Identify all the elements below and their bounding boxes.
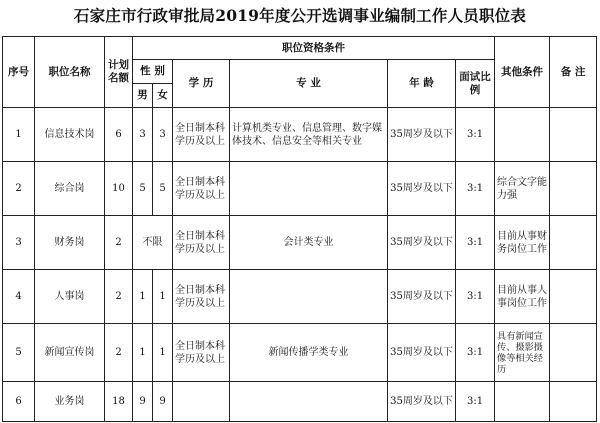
table-row [3,108,597,162]
cell-education [173,382,230,422]
cell-remark [550,324,597,382]
cell-age: 35周岁及以下 [388,216,456,270]
cell-remark [550,162,597,216]
cell-ratio: 3:1 [456,108,495,162]
cell-major: 计算机类专业、信息管理、数字媒体技术、信息安全等相关专业 [230,108,388,162]
cell-education: 全日制本科学历及以上 [173,162,230,216]
cell-ratio: 3:1 [456,216,495,270]
cell-education: 全日制本科学历及以上 [173,216,230,270]
cell-male: 1 [133,270,153,324]
cell-remark [550,270,597,324]
cell-age: 35周岁及以下 [388,270,456,324]
page-title: 石家庄市行政审批局2019年度公开选调事业编制工作人员职位表 [73,6,527,25]
cell-remark [550,216,597,270]
cell-position: 新闻宣传岗 [35,324,105,382]
header-ratio: 面试比例 [456,60,495,108]
cell-seq: 2 [3,162,35,216]
cell-ratio: 3:1 [456,324,495,382]
cell-remark [550,108,597,162]
cell-male: 1 [133,324,153,382]
header-gender: 性 别 [133,60,173,84]
cell-seq: 4 [3,270,35,324]
cell-other: 目前从事人事岗位工作 [495,270,550,324]
cell-other: 具有新闻宣传、摄影摄像等相关经历 [495,324,550,382]
cell-quota: 2 [105,324,133,382]
cell-quota: 18 [105,382,133,422]
cell-age: 35周岁及以下 [388,382,456,422]
cell-male: 5 [133,162,153,216]
cell-male: 9 [133,382,153,422]
cell-position: 业务岗 [35,382,105,422]
cell-seq: 5 [3,324,35,382]
cell-other [495,382,550,422]
cell-major [230,162,388,216]
cell-education: 全日制本科学历及以上 [173,108,230,162]
header-row-1 [3,37,597,60]
header-seq: 序号 [3,37,35,108]
cell-female: 5 [153,162,173,216]
cell-position: 人事岗 [35,270,105,324]
cell-remark [550,382,597,422]
header-qualification: 职位资格条件 [133,37,495,60]
cell-seq: 6 [3,382,35,422]
cell-age: 35周岁及以下 [388,324,456,382]
cell-position: 综合岗 [35,162,105,216]
cell-ratio: 3:1 [456,162,495,216]
cell-quota: 10 [105,162,133,216]
cell-major [230,270,388,324]
header-age: 年 龄 [388,60,456,108]
cell-quota: 2 [105,270,133,324]
cell-ratio: 3:1 [456,270,495,324]
cell-quota: 2 [105,216,133,270]
cell-age: 35周岁及以下 [388,162,456,216]
cell-female: 1 [153,270,173,324]
header-education: 学 历 [173,60,230,108]
cell-other: 目前从事财务岗位工作 [495,216,550,270]
cell-seq: 1 [3,108,35,162]
table-row [3,162,597,216]
cell-education: 全日制本科学历及以上 [173,270,230,324]
cell-female: 1 [153,324,173,382]
cell-age: 35周岁及以下 [388,108,456,162]
header-female: 女 [153,84,173,108]
cell-other: 综合文字能力强 [495,162,550,216]
cell-seq: 3 [3,216,35,270]
cell-gender-unlimited: 不限 [133,216,173,270]
cell-ratio: 3:1 [456,382,495,422]
header-other: 其他条件 [495,37,550,108]
cell-position: 财务岗 [35,216,105,270]
cell-education: 全日制本科学历及以上 [173,324,230,382]
cell-major: 新闻传播学类专业 [230,324,388,382]
table-row [3,382,597,422]
cell-male: 3 [133,108,153,162]
header-remark: 备 注 [550,37,597,108]
table-row [3,216,597,270]
cell-female: 3 [153,108,173,162]
header-male: 男 [133,84,153,108]
header-quota: 计划名额 [105,37,133,108]
cell-major: 会计类专业 [230,216,388,270]
cell-other [495,108,550,162]
cell-major [230,382,388,422]
table-row [3,270,597,324]
cell-quota: 6 [105,108,133,162]
table-row [3,324,597,382]
cell-position: 信息技术岗 [35,108,105,162]
cell-female: 9 [153,382,173,422]
position-table [2,36,597,422]
header-position: 职位名称 [35,37,105,108]
header-major: 专 业 [230,60,388,108]
